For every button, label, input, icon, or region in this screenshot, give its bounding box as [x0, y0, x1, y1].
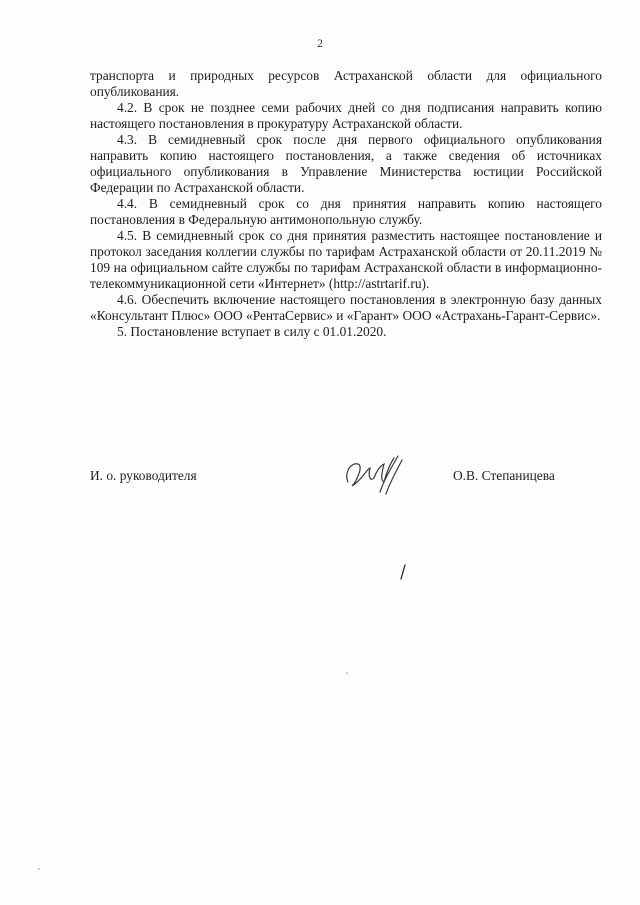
paragraph-4-2: 4.2. В срок не позднее семи рабочих дней со дня подписания направить копию настоящего постановления в прокуратуру Астраханской области.	[90, 100, 602, 131]
paragraph-continuation: транспорта и природных ресурсов Астраханской области для официального опубликования.	[90, 68, 602, 99]
paragraph-4-6: 4.6. Обеспечить включение настоящего постановления в электронную базу данных «Консультант Плюс» ООО «РентаСервис» и «Гарант» ООО «Астрахань-Гарант-Сервис».	[90, 292, 602, 323]
signature-block	[0, 462, 640, 502]
stray-pen-mark	[398, 563, 408, 581]
page-number: 2	[317, 36, 323, 50]
signatory-name: О.В. Степаницева	[453, 468, 555, 483]
paragraph-5: 5. Постановление вступает в силу с 01.01.2020.	[117, 324, 387, 339]
paragraph-4-3: 4.3. В семидневный срок после дня первого официального опубликования направить копию настоящего постановления, а также сведения об источниках официального опубликования в Управление Министерства юстиции Российской Федерации по Астраханской области.	[90, 132, 602, 195]
handwritten-signature	[340, 452, 410, 502]
paragraph-4-5: 4.5. В семидневный срок со дня принятия разместить настоящее постановление и протокол заседания коллегии службы по тарифам Астраханской области от 20.11.2019 № 109 на официальном сайте службы по тарифам Астраханской области в информационно-телекоммуникационной сети «Интернет» (http://astrtarif.ru).	[90, 228, 602, 291]
signatory-position: И. о. руководителя	[90, 468, 197, 483]
document-body	[90, 68, 602, 340]
scan-speck	[38, 868, 40, 870]
scan-speck	[346, 672, 348, 674]
paragraph-4-4: 4.4. В семидневный срок со дня принятия направить копию настоящего постановления в Федеральную антимонопольную службу.	[90, 196, 602, 227]
